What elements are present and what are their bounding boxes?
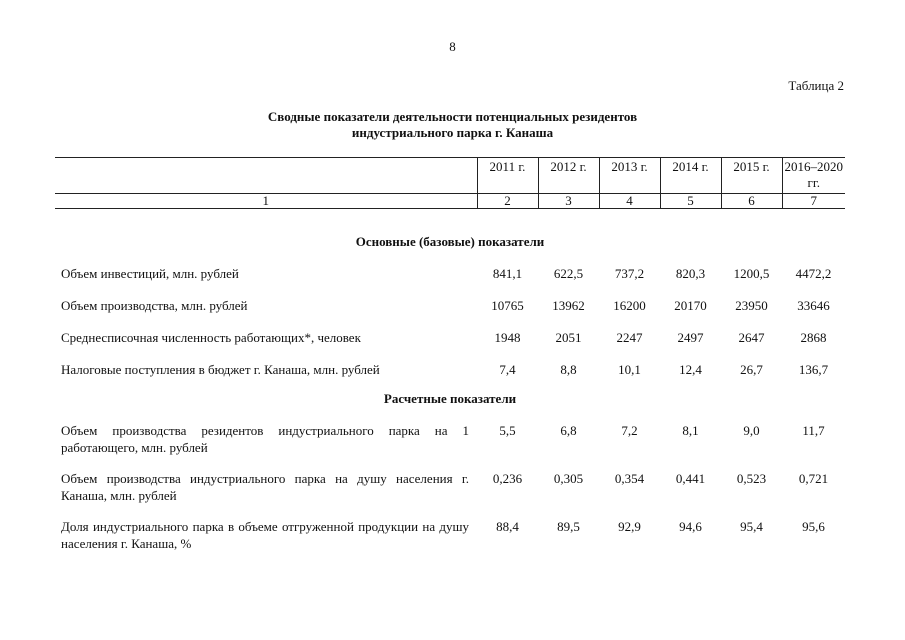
header-label-cell <box>55 158 477 194</box>
cell-value: 0,236 <box>492 470 523 486</box>
row-label: Объем инвестиций, млн. рублей <box>61 265 239 281</box>
cell-value: 20170 <box>674 297 707 313</box>
cell-value: 23950 <box>735 297 768 313</box>
cell-value: 10765 <box>491 297 524 313</box>
cell-value: 622,5 <box>553 265 584 281</box>
table-row <box>55 518 845 552</box>
header-year-2013: 2013 г. <box>599 158 660 194</box>
cell-value: 2647 <box>738 329 765 345</box>
cell-value: 16200 <box>613 297 646 313</box>
cell-value: 12,4 <box>679 361 702 377</box>
cell-value: 0,523 <box>736 470 767 486</box>
cell-value: 5,5 <box>499 422 516 438</box>
cell-value: 1200,5 <box>733 265 770 281</box>
cell-value: 94,6 <box>679 518 702 534</box>
cell-value: 88,4 <box>496 518 519 534</box>
cell-value: 10,1 <box>618 361 641 377</box>
cell-value: 7,4 <box>499 361 516 377</box>
table-row <box>55 265 845 282</box>
header-year-2014: 2014 г. <box>660 158 721 194</box>
cell-value: 0,305 <box>553 470 584 486</box>
cell-value: 136,7 <box>798 361 829 377</box>
title-line-2: индустриального парка г. Канаша <box>351 125 554 140</box>
header-year-2012: 2012 г. <box>538 158 599 194</box>
cell-value: 1948 <box>494 329 521 345</box>
cell-value: 13962 <box>552 297 585 313</box>
row-label: Объем производства резидентов индустриального парка на 1 работающего, млн. рублей <box>61 422 469 455</box>
cell-value: 2247 <box>616 329 643 345</box>
header-year-2016-2020: 2016–2020 гг. <box>782 158 845 194</box>
row-label: Среднесписочная численность работающих*, человек <box>61 329 361 345</box>
cell-value: 33646 <box>797 297 830 313</box>
cell-value: 9,0 <box>743 422 760 438</box>
cell-value: 0,721 <box>798 470 829 486</box>
table-row <box>55 329 845 346</box>
cell-value: 8,1 <box>682 422 699 438</box>
cell-value: 4472,2 <box>795 265 832 281</box>
cell-value: 0,441 <box>675 470 706 486</box>
col-num-5: 5 <box>660 194 721 209</box>
cell-value: 2497 <box>677 329 704 345</box>
header-row <box>55 158 845 194</box>
cell-value: 89,5 <box>557 518 580 534</box>
cell-value: 7,2 <box>621 422 638 438</box>
section-heading-row <box>55 233 845 250</box>
section-title-basic: Основные (базовые) показатели <box>355 233 545 249</box>
col-num-1: 1 <box>55 194 477 209</box>
header-year-2015: 2015 г. <box>721 158 782 194</box>
col-num-2: 2 <box>477 194 538 209</box>
cell-value: 0,354 <box>614 470 645 486</box>
col-num-4: 4 <box>599 194 660 209</box>
col-num-3: 3 <box>538 194 599 209</box>
cell-value: 820,3 <box>675 265 706 281</box>
cell-value: 737,2 <box>614 265 645 281</box>
indicators-table <box>55 157 845 552</box>
cell-value: 2051 <box>555 329 582 345</box>
row-label: Налоговые поступления в бюджет г. Канаша, млн. рублей <box>61 361 380 377</box>
column-number-row <box>55 194 845 209</box>
cell-value: 6,8 <box>560 422 577 438</box>
col-num-7: 7 <box>782 194 845 209</box>
table-row <box>55 470 845 504</box>
row-label: Объем производства, млн. рублей <box>61 297 248 313</box>
table-row <box>55 361 845 378</box>
cell-value: 26,7 <box>740 361 763 377</box>
cell-value: 95,4 <box>740 518 763 534</box>
title-line-1: Сводные показатели деятельности потенциальных резидентов <box>267 109 638 124</box>
section-heading-row <box>55 390 845 407</box>
row-label: Объем производства индустриального парка на душу населения г. Канаша, млн. рублей <box>61 470 469 503</box>
row-label: Доля индустриального парка в объеме отгруженной продукции на душу населения г. Канаша, % <box>61 518 469 551</box>
table-title <box>0 109 905 141</box>
table-label: Таблица 2 <box>788 78 844 93</box>
cell-value: 95,6 <box>802 518 825 534</box>
cell-value: 92,9 <box>618 518 641 534</box>
table-row <box>55 297 845 314</box>
section-title-calculated: Расчетные показатели <box>383 390 517 406</box>
cell-value: 841,1 <box>492 265 523 281</box>
table-row <box>55 422 845 456</box>
cell-value: 2868 <box>800 329 827 345</box>
cell-value: 11,7 <box>802 422 825 438</box>
cell-value: 8,8 <box>560 361 577 377</box>
col-num-6: 6 <box>721 194 782 209</box>
page-number: 8 <box>449 39 456 54</box>
header-year-2011: 2011 г. <box>477 158 538 194</box>
